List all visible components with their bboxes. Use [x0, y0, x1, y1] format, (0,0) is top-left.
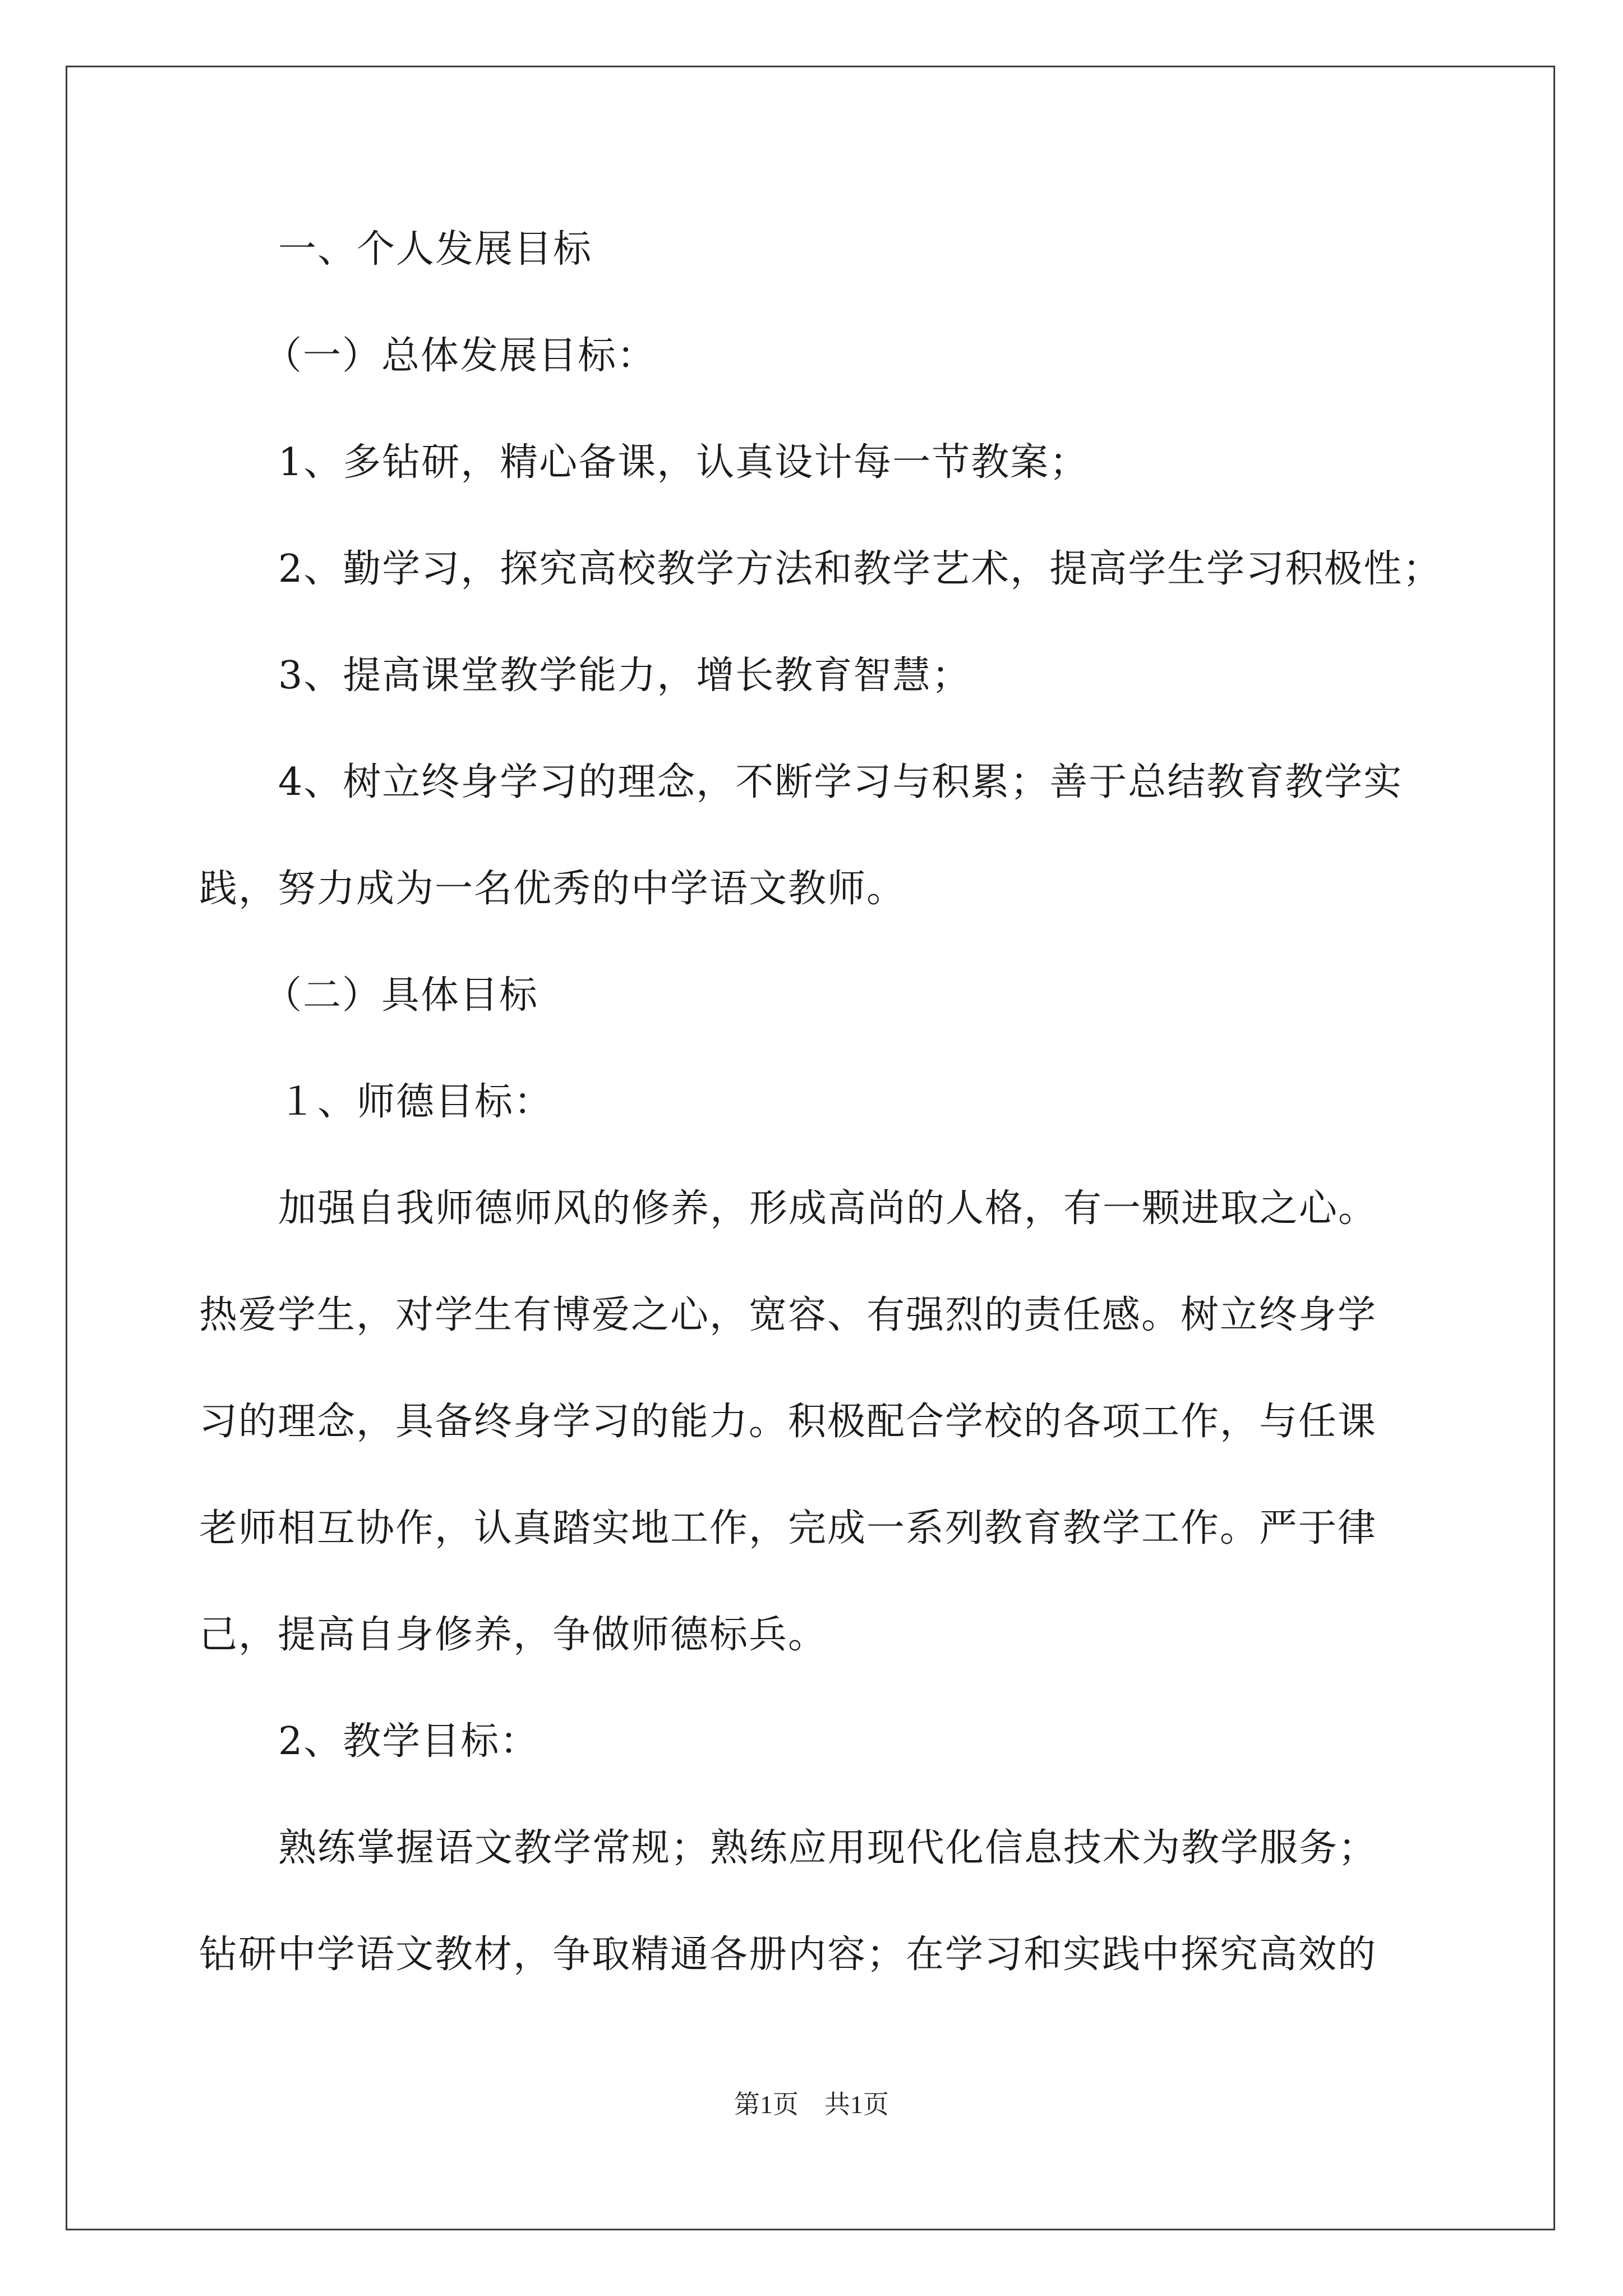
goal-item: 1、多钻研，精心备课，认真设计每一节教案； — [278, 440, 1089, 485]
section-heading: 一、个人发展目标 — [278, 227, 593, 272]
item-heading: 2、教学目标： — [278, 1719, 540, 1764]
page-border — [66, 66, 1555, 2230]
paragraph-line: 习的理念，具备终身学习的能力。积极配合学校的各项工作，与任课 — [199, 1400, 1377, 1444]
paragraph-line: 钻研中学语文教材，争取精通各册内容；在学习和实践中探究高效的 — [199, 1932, 1377, 1977]
item-heading: １、师德目标： — [278, 1080, 554, 1124]
paragraph-line: 老师相互协作，认真踏实地工作，完成一系列教育教学工作。严于律 — [199, 1506, 1377, 1550]
paragraph-line: 加强自我师德师风的修养，形成高尚的人格，有一颗进取之心。 — [278, 1186, 1378, 1231]
subsection-heading: （一）总体发展目标： — [264, 334, 657, 378]
page-footer: 第1页 共1页 — [734, 2090, 889, 2119]
goal-item: 4、树立终身学习的理念，不断学习与积累；善于总结教育教学实 — [278, 760, 1403, 804]
goal-item: 3、提高课堂教学能力，增长教育智慧； — [278, 654, 971, 698]
goal-item-continuation: 践，努力成为一名优秀的中学语文教师。 — [199, 867, 906, 911]
goal-item: 2、勤学习，探究高校教学方法和教学艺术，提高学生学习积极性； — [278, 547, 1442, 591]
subsection-heading: （二）具体目标 — [264, 973, 539, 1018]
paragraph-line: 热爱学生，对学生有博爱之心，宽容、有强烈的责任感。树立终身学 — [199, 1293, 1377, 1337]
paragraph-line: 熟练掌握语文教学常规；熟练应用现代化信息技术为教学服务； — [278, 1826, 1378, 1870]
paragraph-line: 己，提高自身修养，争做师德标兵。 — [199, 1613, 828, 1657]
